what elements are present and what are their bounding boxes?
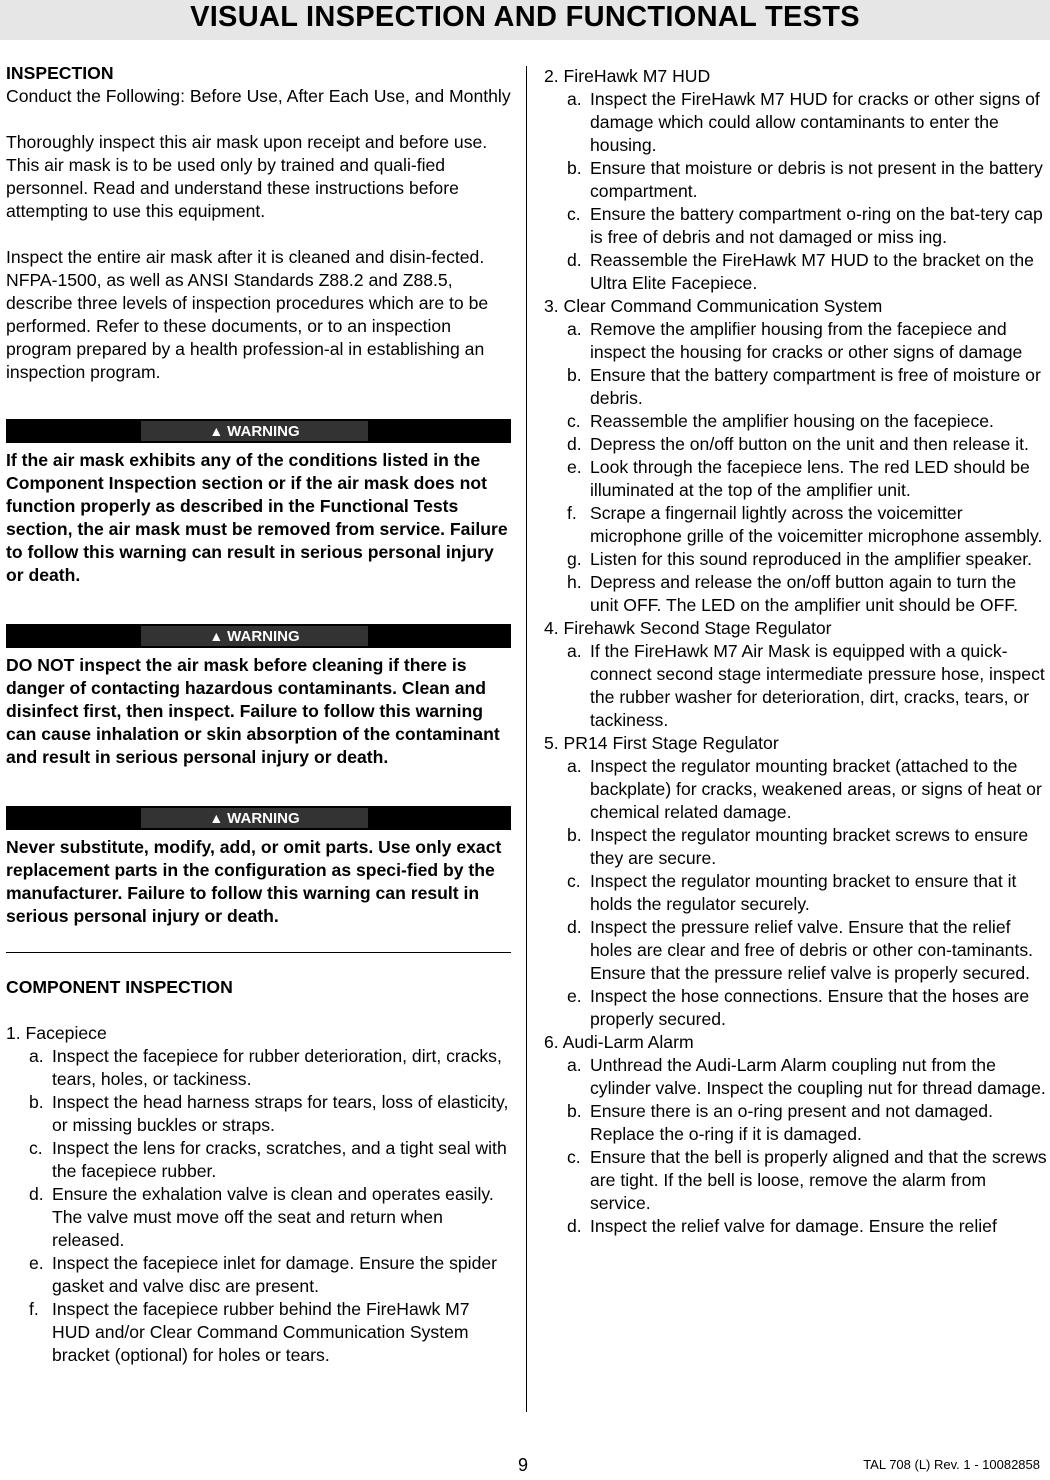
sub-item: b. Ensure that the battery compartment is free of moisture or debris. [567, 365, 1041, 408]
sub-item: b. Ensure that moisture or debris is not present in the battery compartment. [567, 158, 1043, 201]
document-reference: TAL 708 (L) Rev. 1 - 10082858 [863, 1457, 1040, 1472]
warning-label: ▲ WARNING [141, 626, 368, 646]
warning-text-1: If the air mask exhibits any of the conditions listed in the Component Inspection section or if the air mask does not function properly as described in the Functional Tests section, the air mask must be removed from service. Failure to follow this warning can result in serious personal injury or death. [6, 450, 508, 585]
sub-item: d. Inspect the relief valve for damage. Ensure the relief [567, 1216, 997, 1236]
item-clear-command [544, 295, 1049, 617]
sub-item: e. Look through the facepiece lens. The red LED should be illuminated at the top of the amplifier unit. [567, 457, 1030, 500]
item-firehawk-hud [544, 65, 1049, 295]
warning-bar-1 [6, 419, 511, 443]
section-rule [6, 952, 511, 953]
component-heading: COMPONENT INSPECTION [6, 977, 233, 997]
sub-item: c. Inspect the regulator mounting bracket to ensure that it holds the regulator securely. [567, 871, 1017, 914]
item-title: 5. PR14 First Stage Regulator [544, 733, 779, 753]
item-title: 4. Firehawk Second Stage Regulator [544, 618, 832, 638]
sub-item: d. Reassemble the FireHawk M7 HUD to the bracket on the Ultra Elite Facepiece. [567, 250, 1034, 293]
sub-item: d. Inspect the pressure relief valve. Ensure that the relief holes are clear and free of debris or other con-taminants. Ensure that the pressure relief valve is properly secured. [567, 917, 1034, 983]
sub-item: a. Inspect the facepiece for rubber deterioration, dirt, cracks, tears, holes, or tackiness. [29, 1046, 502, 1089]
item-title: 3. Clear Command Communication System [544, 296, 883, 316]
sub-item: f. Inspect the facepiece rubber behind the FireHawk M7 HUD and/or Clear Command Communication System bracket (optional) for holes or tears. [29, 1299, 470, 1365]
item-title: 2. FireHawk M7 HUD [544, 66, 711, 86]
inspection-paragraph-1: Thoroughly inspect this air mask upon receipt and before use. This air mask is to be used only by trained and quali-fied personnel. Read and understand these instructions before attempting to use this equipment. [6, 132, 488, 221]
item-facepiece [6, 1022, 511, 1367]
sub-item: d. Depress the on/off button on the unit and then release it. [567, 434, 1029, 454]
warning-text-3: Never substitute, modify, add, or omit parts. Use only exact replacement parts in the configuration as speci-fied by the manufacturer. Failure to follow this warning can result in serious personal injury or death. [6, 837, 502, 926]
warning-label: ▲ WARNING [141, 808, 368, 828]
warning-bar-3 [6, 806, 511, 830]
item-title: 1. Facepiece [6, 1023, 107, 1043]
sub-item: a. If the FireHawk M7 Air Mask is equipped with a quick-connect second stage intermediate pressure hose, inspect the rubber washer for deterioration, dirt, cracks, tears, or tackiness. [567, 641, 1045, 730]
column-divider [526, 66, 527, 1412]
page-number: 9 [518, 1455, 529, 1475]
warning-text-2: DO NOT inspect the air mask before cleaning if there is danger of contacting hazardous contaminants. Clean and disinfect first, then inspect. Failure to follow this warning can cause inhalation or skin absorption of the contaminant and result in serious personal injury or death. [6, 655, 500, 767]
sub-item: f. Scrape a fingernail lightly across the voicemitter microphone grille of the voicemitter microphone assembly. [567, 503, 1043, 546]
sub-item: c. Inspect the lens for cracks, scratches, and a tight seal with the facepiece rubber. [29, 1138, 507, 1181]
sub-item: b. Inspect the head harness straps for tears, loss of elasticity, or missing buckles or straps. [29, 1092, 509, 1135]
inspection-subheading: Conduct the Following: Before Use, After Each Use, and Monthly [6, 86, 511, 106]
inspection-paragraph-2: Inspect the entire air mask after it is cleaned and disin-fected. NFPA-1500, as well as ANSI Standards Z88.2 and Z88.5, describe three levels of inspection procedures which are to be performed. Refer to these documents, or to an inspection program prepared by a health profession-al in establishing an inspection program. [6, 247, 489, 382]
page-title: VISUAL INSPECTION AND FUNCTIONAL TESTS [190, 1, 860, 33]
sub-item: e. Inspect the facepiece inlet for damage. Ensure the spider gasket and valve disc are present. [29, 1253, 497, 1296]
warning-triangle-icon: ▲ [209, 628, 224, 644]
warning-triangle-icon: ▲ [209, 810, 224, 826]
sub-item: a. Inspect the regulator mounting bracket (attached to the backplate) for cracks, weakened areas, or signs of heat or chemical related damage. [567, 756, 1042, 822]
item-second-stage-regulator [544, 617, 1049, 732]
sub-item: g. Listen for this sound reproduced in the amplifier speaker. [567, 549, 1033, 569]
sub-item: a. Inspect the FireHawk M7 HUD for cracks or other signs of damage which could allow contaminants to enter the housing. [567, 89, 1040, 155]
sub-item: b. Inspect the regulator mounting bracket screws to ensure they are secure. [567, 825, 1029, 868]
warning-bar-2 [6, 624, 511, 648]
sub-item: e. Inspect the hose connections. Ensure that the hoses are properly secured. [567, 986, 1030, 1029]
sub-item: h. Depress and release the on/off button again to turn the unit OFF. The LED on the amplifier unit should be OFF. [567, 572, 1018, 615]
right-column [544, 65, 1049, 1238]
item-audi-larm-alarm [544, 1031, 1049, 1238]
sub-item: c. Ensure the battery compartment o-ring on the bat-tery cap is free of debris and not damaged or miss ing. [567, 204, 1043, 247]
inspection-heading: INSPECTION [6, 63, 114, 83]
sub-item: a. Remove the amplifier housing from the facepiece and inspect the housing for cracks or other signs of damage [567, 319, 1023, 362]
title-banner [0, 0, 1050, 40]
item-first-stage-regulator [544, 732, 1049, 1031]
left-column [6, 62, 511, 1367]
warning-triangle-icon: ▲ [209, 423, 224, 439]
sub-item: c. Ensure that the bell is properly aligned and that the screws are tight. If the bell is loose, remove the alarm from service. [567, 1147, 1047, 1213]
warning-label: ▲ WARNING [141, 421, 368, 441]
sub-item: c. Reassemble the amplifier housing on the facepiece. [567, 411, 994, 431]
sub-item: d. Ensure the exhalation valve is clean and operates easily. The valve must move off the seat and return when released. [29, 1184, 494, 1250]
sub-item: a. Unthread the Audi-Larm Alarm coupling nut from the cylinder valve. Inspect the coupling nut for thread damage. [567, 1055, 1046, 1098]
item-title: 6. Audi-Larm Alarm [544, 1032, 694, 1052]
sub-item: b. Ensure there is an o-ring present and not damaged. Replace the o-ring if it is damaged. [567, 1101, 993, 1144]
